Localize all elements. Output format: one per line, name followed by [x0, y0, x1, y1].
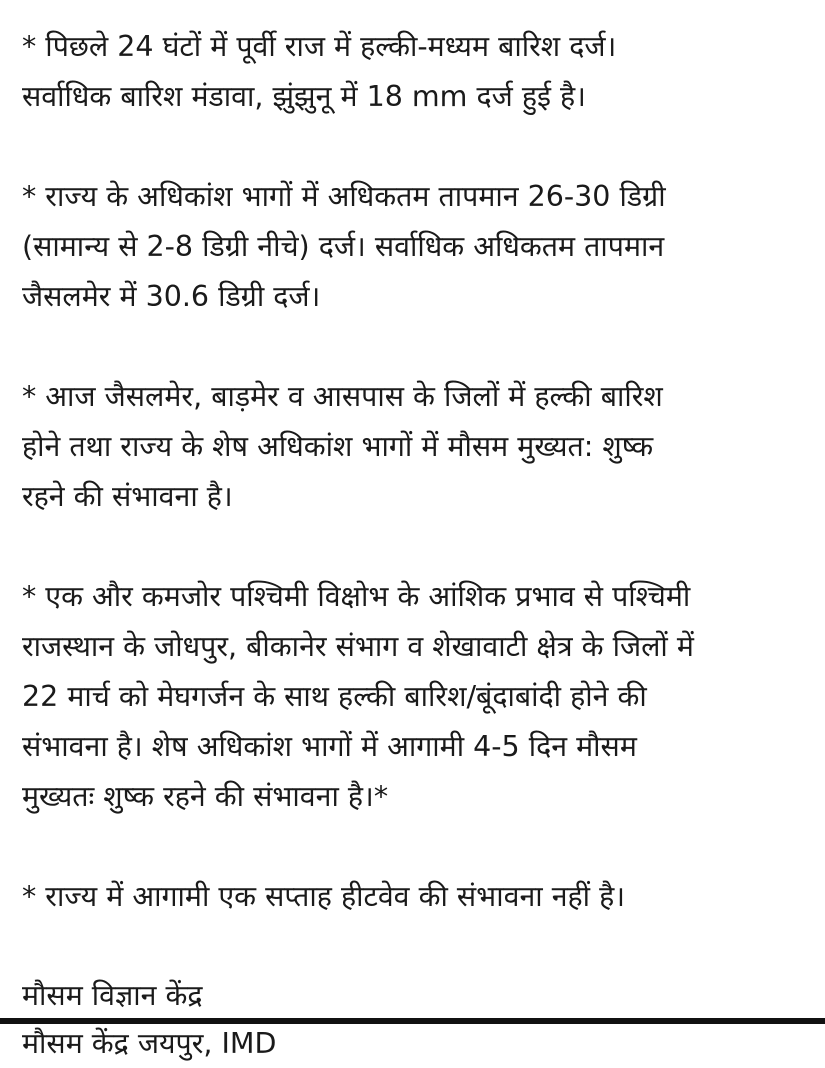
paragraph-today-forecast: * आज जैसलमेर, बाड़मेर व आसपास के जिलों में हल्की बारिश होने तथा राज्य के शेष अधिकांश भागों में मौसम मुख्यत: शुष्क रहने की संभावना है। — [22, 380, 663, 513]
signature-org: मौसम विज्ञान केंद्र — [22, 979, 203, 1012]
paragraph-western-disturbance: * एक और कमजोर पश्चिमी विक्षोभ के आंशिक प्रभाव से पश्चिमी राजस्थान के जोधपुर, बीकानेर संभाग व शेखावाटी क्षेत्र के जिलों में 22 मार्च को मेघगर्जन के साथ हल्की बारिश/बूंदाबांदी होने की संभावना है। शेष अधिकांश भागों में आगामी 4-5 दिन मौसम मुख्यतः शुष्क रहने की संभावना है।* — [22, 580, 694, 813]
signature-center: मौसम केंद्र जयपुर, IMD — [22, 1027, 277, 1060]
paragraph-temperature: * राज्य के अधिकांश भागों में अधिकतम तापमान 26-30 डिग्री (सामान्य से 2-8 डिग्री नीचे) दर्ज। सर्वाधिक अधिकतम तापमान जैसलमेर में 30.6 डिग्री दर्ज। — [22, 180, 666, 313]
bottom-divider — [0, 1018, 825, 1024]
paragraph-heatwave: * राज्य में आगामी एक सप्ताह हीटवेव की संभावना नहीं है। — [22, 880, 626, 913]
message-body — [22, 22, 817, 1068]
paragraph-rainfall: * पिछले 24 घंटों में पूर्वी राज में हल्की-मध्यम बारिश दर्ज। सर्वाधिक बारिश मंडावा, झुंझुनू में 18 mm दर्ज हुई है। — [22, 30, 617, 113]
